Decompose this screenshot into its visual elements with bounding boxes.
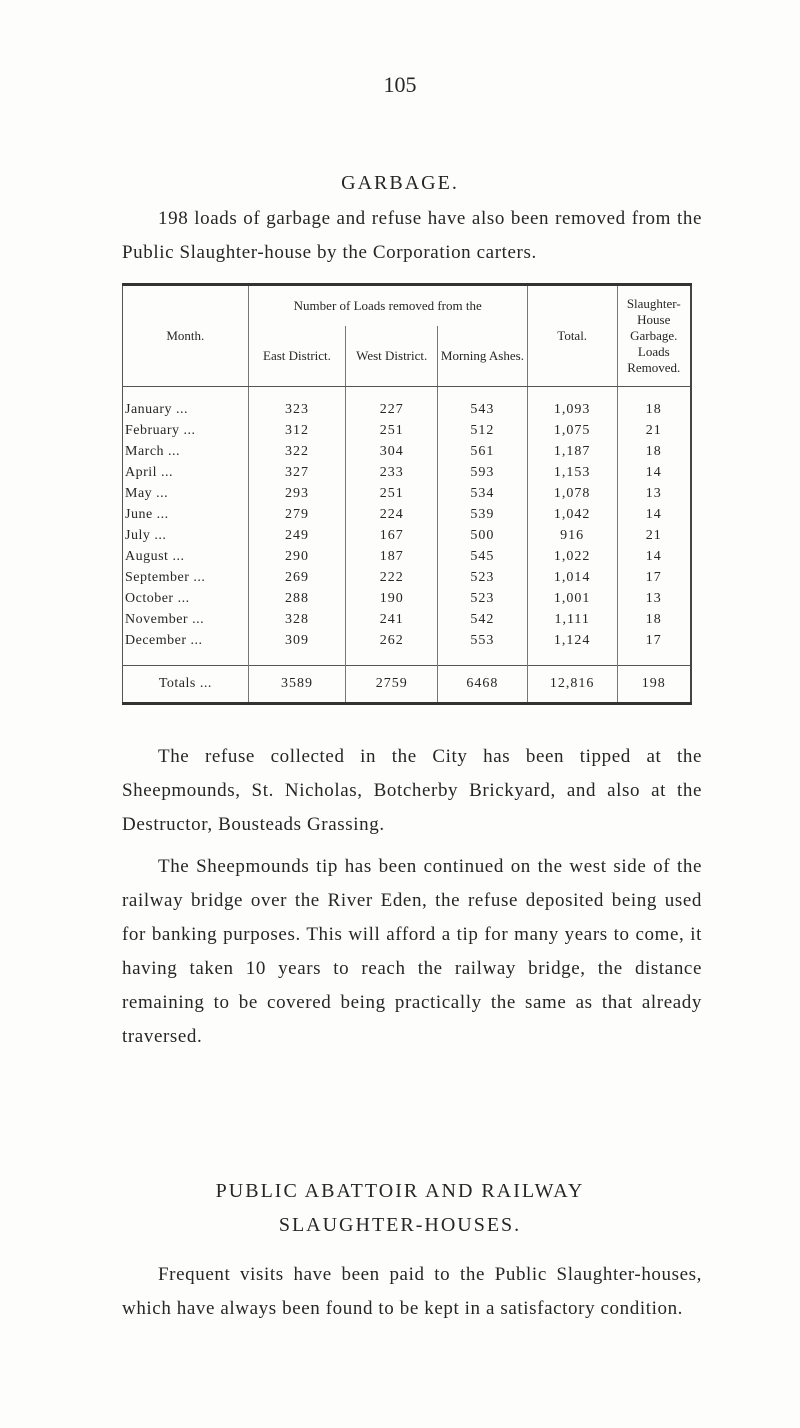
slaughter-house-column-header: Slaughter-House Garbage. Loads Removed. [617,285,691,387]
table-row [123,399,692,420]
slaughter-cell: 17 [617,567,691,588]
month-cell: January ... [125,401,189,417]
totals-label: Totals ... [123,666,249,704]
table-row [123,441,692,462]
morning-ashes-column-header: Morning Ashes. [438,326,528,387]
table-row [123,609,692,630]
morning-cell: 593 [438,462,528,483]
table-row [123,462,692,483]
month-cell: June ... [125,506,169,522]
east-cell: 288 [248,588,346,609]
morning-cell: 534 [438,483,528,504]
total-cell: 1,014 [527,567,617,588]
west-cell: 187 [346,546,438,567]
slaughter-cell: 14 [617,504,691,525]
morning-cell: 523 [438,588,528,609]
east-cell: 290 [248,546,346,567]
total-cell: 1,001 [527,588,617,609]
slaughter-cell: 14 [617,546,691,567]
west-cell: 222 [346,567,438,588]
morning-cell: 523 [438,567,528,588]
refuse-paragraph-1: The refuse collected in the City has been tipped at the Sheepmounds, St. Nicholas, Botcherby Brickyard, and also at the Destructor, Bousteads Grassing. [122,746,702,835]
slaughter-cell: 21 [617,420,691,441]
west-cell: 224 [346,504,438,525]
abattoir-paragraph: Frequent visits have been paid to the Public Slaughter-houses, which have always been found to be kept in a satisfactory condition. [122,1264,702,1319]
east-cell: 328 [248,609,346,630]
east-cell: 269 [248,567,346,588]
garbage-intro-paragraph: 198 loads of garbage and refuse have also been removed from the Public Slaughter-house by the Corporation carters. [122,208,702,263]
month-cell: May ... [125,485,169,501]
total-cell: 1,111 [527,609,617,630]
west-district-column-header: West District. [346,326,438,387]
month-cell: February ... [125,422,196,438]
east-cell: 249 [248,525,346,546]
east-cell: 312 [248,420,346,441]
month-cell: July ... [125,527,167,543]
slaughter-cell: 13 [617,588,691,609]
month-cell: March ... [125,443,181,459]
morning-cell: 543 [438,399,528,420]
slaughter-cell: 18 [617,441,691,462]
east-district-column-header: East District. [248,326,346,387]
abattoir-heading-line-1: PUBLIC ABATTOIR AND RAILWAY [215,1180,585,1202]
morning-cell: 561 [438,441,528,462]
slaughter-cell: 14 [617,462,691,483]
morning-cell: 542 [438,609,528,630]
totals-east-cell: 3589 [248,666,346,704]
table-row [123,504,692,525]
table-row [123,483,692,504]
total-cell: 1,075 [527,420,617,441]
west-cell: 251 [346,483,438,504]
totals-morning-cell: 6468 [438,666,528,704]
morning-cell: 500 [438,525,528,546]
table-row [123,546,692,567]
morning-cell: 545 [438,546,528,567]
total-cell: 1,124 [527,630,617,651]
west-cell: 262 [346,630,438,651]
west-cell: 251 [346,420,438,441]
total-cell: 1,187 [527,441,617,462]
slaughter-cell: 18 [617,399,691,420]
month-cell: October ... [125,590,190,606]
totals-total-cell: 12,816 [527,666,617,704]
refuse-paragraph-2: The Sheepmounds tip has been continued on the west side of the railway bridge over the River Eden, the refuse deposited being used for banking purposes. This will afford a tip for many years to come, it having taken 10 years to reach the railway bridge, the distance remaining to be covered being practically the same as that already traversed. [122,856,702,1047]
totals-row [123,666,692,704]
month-cell: April ... [125,464,174,480]
total-cell: 1,078 [527,483,617,504]
east-cell: 327 [248,462,346,483]
west-cell: 190 [346,588,438,609]
month-column-header: Month. [123,285,249,387]
total-cell: 916 [527,525,617,546]
west-cell: 167 [346,525,438,546]
morning-cell: 539 [438,504,528,525]
abattoir-heading-line-2: SLAUGHTER-HOUSES. [278,1214,522,1236]
page-number: 105 [383,72,417,97]
garbage-heading: GARBAGE. [341,172,459,194]
east-cell: 293 [248,483,346,504]
west-cell: 241 [346,609,438,630]
table-row [123,420,692,441]
slaughter-cell: 18 [617,609,691,630]
east-cell: 322 [248,441,346,462]
month-cell: December ... [125,632,203,648]
loads-removed-group-header: Number of Loads removed from the [248,285,527,327]
east-cell: 323 [248,399,346,420]
east-cell: 279 [248,504,346,525]
table-row [123,588,692,609]
month-cell: September ... [125,569,206,585]
total-cell: 1,093 [527,399,617,420]
total-cell: 1,042 [527,504,617,525]
total-column-header: Total. [527,285,617,387]
totals-slaughter-cell: 198 [617,666,691,704]
west-cell: 233 [346,462,438,483]
total-cell: 1,153 [527,462,617,483]
west-cell: 227 [346,399,438,420]
total-cell: 1,022 [527,546,617,567]
totals-west-cell: 2759 [346,666,438,704]
garbage-loads-table [122,283,692,705]
month-cell: November ... [125,611,205,627]
west-cell: 304 [346,441,438,462]
table-row [123,525,692,546]
slaughter-cell: 17 [617,630,691,651]
month-cell: August ... [125,548,185,564]
morning-cell: 512 [438,420,528,441]
east-cell: 309 [248,630,346,651]
slaughter-cell: 21 [617,525,691,546]
morning-cell: 553 [438,630,528,651]
table-row [123,567,692,588]
table-row [123,630,692,651]
slaughter-cell: 13 [617,483,691,504]
